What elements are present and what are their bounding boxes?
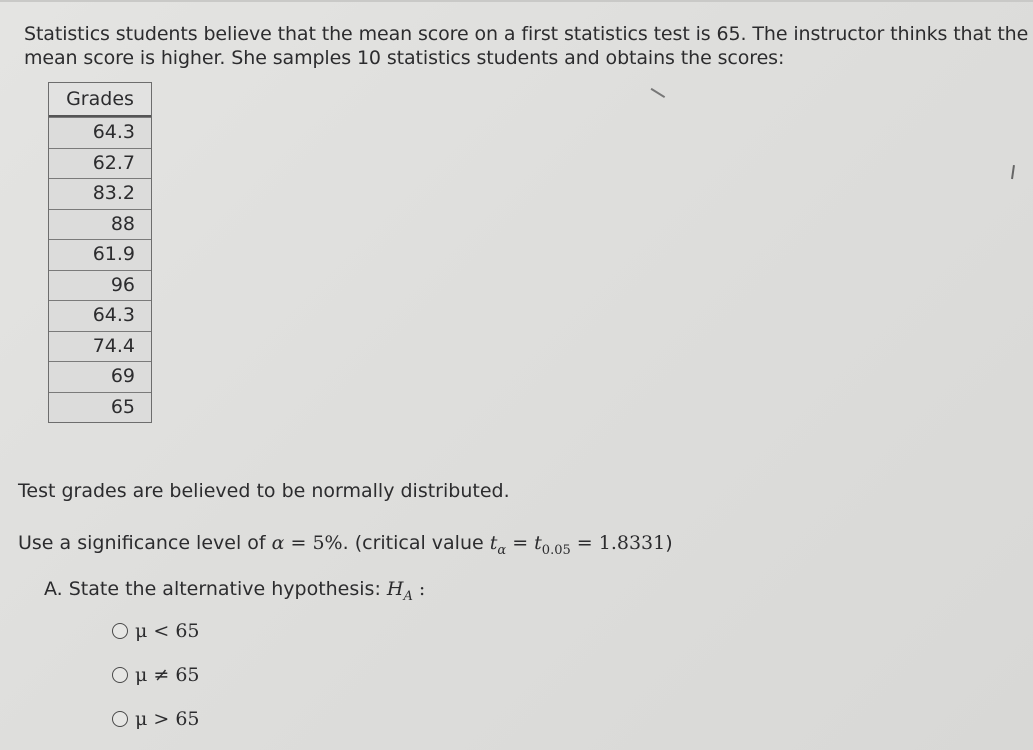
radio-button[interactable] [112,667,128,683]
radio-button[interactable] [112,711,128,727]
closing-paren: ) [665,532,673,554]
option-label: μ ≠ 65 [135,664,200,686]
stray-mark-right [1011,165,1014,179]
table-row: 96 [49,270,151,301]
grades-table-header: Grades [49,83,151,117]
table-row: 83.2 [49,178,151,209]
normality-statement: Test grades are believed to be normally distributed. [18,480,510,502]
h-symbol: H [386,578,404,600]
stray-mark [651,88,665,98]
option-mu-not-equal[interactable] [112,664,200,686]
problem-statement [24,22,1029,70]
t-symbol: t [534,532,542,554]
table-row: 64.3 [49,300,151,331]
table-row: 61.9 [49,239,151,270]
significance-statement [18,532,673,558]
critical-value-label: . (critical value [342,532,490,554]
h-subscript: A [403,588,413,604]
table-row: 74.4 [49,331,151,362]
t-subscript-level: 0.05 [541,542,571,558]
t-symbol: t [489,532,498,554]
option-label: μ < 65 [135,620,200,642]
question-a-text: A. State the alternative hypothesis: [44,578,387,600]
question-a [44,578,425,604]
equals-sign: = [284,532,313,554]
equals-sign: = [506,532,535,554]
problem-line-1: Statistics students believe that the mean score on a first statistics test is 65. The instructor thinks that the [24,23,1029,45]
alpha-symbol: α [271,532,285,554]
significance-level: 5% [312,532,343,554]
table-row: 62.7 [49,148,151,179]
problem-line-2: mean score is higher. She samples 10 statistics students and obtains the scores: [24,47,785,69]
top-border-line [0,0,1033,2]
option-mu-greater-than[interactable] [112,708,200,730]
table-row: 88 [49,209,151,240]
t-subscript-alpha: α [497,542,507,558]
grades-table [48,82,152,423]
table-row: 69 [49,361,151,392]
option-label: μ > 65 [135,708,200,730]
question-colon: : [412,578,426,600]
equals-sign: = [570,532,599,554]
option-mu-less-than[interactable] [112,620,200,642]
critical-value: 1.8331 [598,532,666,554]
radio-button[interactable] [112,623,128,639]
table-row: 64.3 [49,117,151,148]
table-row: 65 [49,392,151,423]
significance-prefix: Use a significance level of [18,532,272,554]
